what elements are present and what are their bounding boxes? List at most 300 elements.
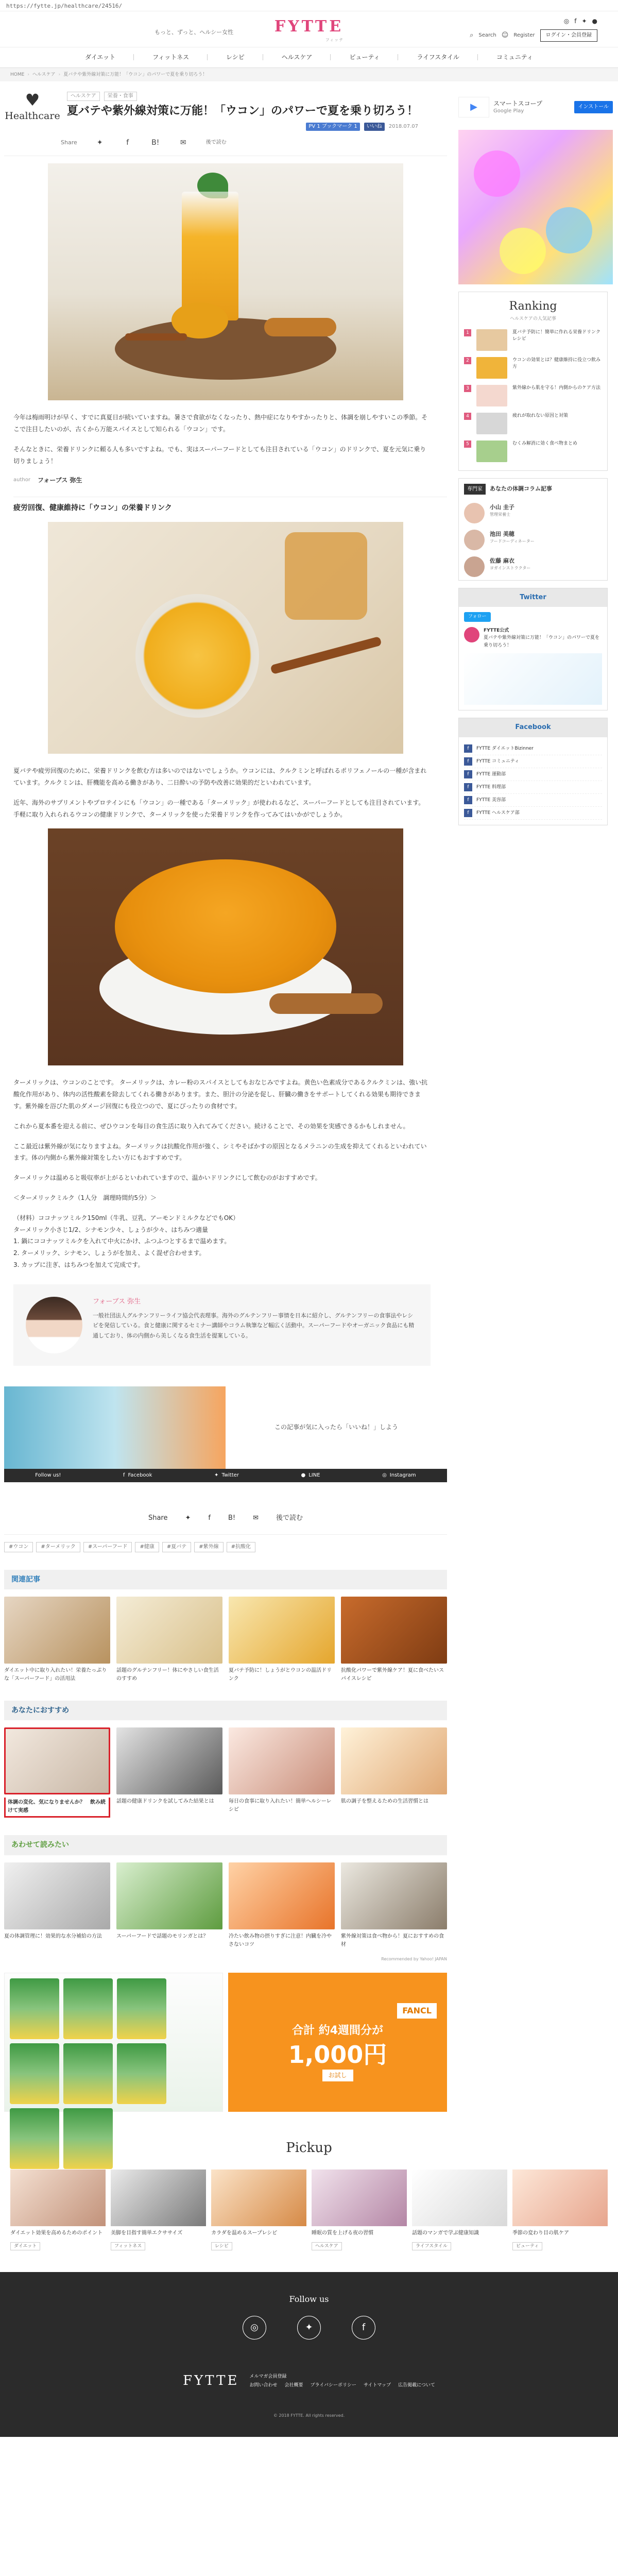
sidebar-ad[interactable] bbox=[458, 130, 613, 284]
ad-offer bbox=[228, 1973, 447, 2112]
profile-name[interactable]: フォーブス 弥生 bbox=[93, 1297, 141, 1306]
pickup-card[interactable] bbox=[10, 2170, 106, 2251]
pickup-card-tag[interactable]: ライフスタイル bbox=[412, 2242, 451, 2250]
golden-milk-image bbox=[48, 522, 403, 754]
profile-text bbox=[93, 1297, 418, 1353]
footer-row bbox=[0, 2370, 618, 2392]
pickup-card-tag[interactable]: レシピ bbox=[211, 2242, 232, 2250]
body-paragraph: ターメリックは、ウコンのことです。 ターメリックは、カレー粉のスパイスとしてもおなじみですよね。黄色い色素成分であるクルクミンは、強い抗酸化作用があり、体内の活性酸素を除去してくれる働きがあります。また、胆汁の分泌を促し、肝臓の働きをサポートしてくれる効果も期待できます。紫外線を浴びた肌のダメージ回復にも役立つので、夏にぴったりの食材です。 bbox=[13, 1079, 427, 1110]
pickup-card-title: 話題のマンガで学ぶ健康知識 bbox=[412, 2230, 479, 2236]
hero-image-turmeric-drink bbox=[48, 163, 403, 400]
also-read-card[interactable] bbox=[4, 1862, 110, 1949]
body-paragraph: ターメリックは温めると吸収率が上がるといわれていますので、温かいドリンクにして飲むのがおすすめです。 bbox=[13, 1174, 321, 1182]
specialist-text bbox=[490, 530, 535, 550]
footer-logo[interactable]: FYTTE bbox=[183, 2373, 239, 2389]
bookmark-share-icon[interactable]: B! bbox=[151, 139, 160, 147]
follow-label: Follow us! bbox=[35, 1472, 61, 1478]
turmeric-drink-glass bbox=[182, 192, 238, 320]
ranking-head bbox=[459, 292, 607, 326]
ad-product bbox=[10, 1978, 59, 2039]
pickup-card[interactable] bbox=[312, 2170, 407, 2251]
like-box-text[interactable]: この記事が気に入ったら「いいね！」しよう bbox=[274, 1423, 398, 1431]
footer-link-privacy[interactable]: プライバシーポリシー bbox=[310, 2383, 357, 2388]
site-logo[interactable] bbox=[274, 14, 344, 44]
card-title: 冷たい飲み物の摂りすぎに注意！内臓を冷やさないコツ bbox=[229, 1933, 332, 1947]
pickup-card-title: 睡眠の質を上げる夜の習慣 bbox=[312, 2230, 373, 2236]
twitter-icon: ✦ bbox=[214, 1472, 219, 1478]
instagram-icon: ◎ bbox=[382, 1472, 387, 1478]
footer-link-contact[interactable]: お問い合わせ bbox=[249, 2383, 278, 2388]
intro-paragraph: 今年は梅雨明けが早く、すでに真夏日が続いていますね。暑さで食欲がなくなったり、熱中症になりやすかったりと、体調を崩しやすいこの季節。そこで注目したいのが、古くから万能スパイスとして知られる「ウコン」です。 bbox=[13, 414, 428, 433]
twitter-icon[interactable]: ✦ bbox=[581, 18, 587, 25]
card-thumbnail bbox=[4, 1727, 110, 1794]
category-badge[interactable] bbox=[4, 92, 61, 133]
heart-icon: ♥ bbox=[25, 90, 40, 110]
body-paragraph: 近年、海外のサプリメントやプロテインにも「ウコン」の一種である「ターメリック」が使われるなど、スーパーフードとしても注目されています。手軽に取り入れられるウコンの健康ドリンクで、ターメリックを使った栄養ドリンクを作ってみてはいかがでしょうか。 bbox=[13, 799, 425, 818]
honey-jar bbox=[285, 532, 367, 620]
pickup-card[interactable] bbox=[111, 2170, 206, 2251]
card-thumbnail bbox=[116, 1597, 222, 1664]
card-thumbnail bbox=[341, 1862, 447, 1929]
rank-title: 夏バテ予防に！簡単に作れる栄養ドリンクレシピ bbox=[512, 329, 600, 342]
rank-thumbnail bbox=[476, 329, 507, 351]
specialist-text bbox=[490, 503, 514, 523]
also-read-card[interactable] bbox=[341, 1862, 447, 1949]
card-thumbnail bbox=[116, 1862, 222, 1929]
recipe-steps: （材料）ココナッツミルク150ml（牛乳、豆乳、アーモンドミルクなどでもOK） ターメリック小さじ1/2、シナモン少々、しょうが少々、はちみつ適量 1. 鍋にココナッツミルクを入れて中火にかけ、ふつふつとするまで温めます。 2. ターメリック、シナモン、しょうがを加え、よく混ぜ合わせます。 3. カップに注ぎ、はちみつを加えて完成です。 bbox=[13, 1214, 239, 1268]
pickup-card-tag[interactable]: ヘルスケア bbox=[312, 2242, 342, 2250]
app-banner-text bbox=[493, 100, 542, 115]
specialist-name: 佐藤 麻衣 bbox=[490, 557, 514, 564]
card-thumbnail bbox=[116, 1727, 222, 1794]
facebook-item[interactable] bbox=[464, 755, 602, 768]
site-tagline: もっと、ずっと、ヘルシー女性 bbox=[154, 29, 234, 36]
follow-facebook[interactable] bbox=[123, 1471, 152, 1480]
share-bar bbox=[4, 133, 447, 156]
browser-url[interactable]: https://fytte.jp/healthcare/24516/ bbox=[0, 0, 618, 11]
app-sub: Google Play bbox=[493, 108, 524, 114]
hashtag[interactable]: #抗酸化 bbox=[227, 1542, 255, 1552]
ranking-item[interactable] bbox=[459, 382, 607, 410]
facebook-widget bbox=[458, 718, 608, 825]
site-header bbox=[0, 11, 618, 47]
category-name: Healthcare bbox=[5, 110, 60, 122]
body-paragraph: ここ最近は紫外線が気になりますよね。ターメリックは抗酸化作用が強く、シミやそばかすの原因となるメラニンの生成を抑えてくれるといわれています。体の内側から紫外線対策をしたい方にもおすすめです。 bbox=[13, 1142, 427, 1162]
card-title: 夏の体調管理に！効果的な水分補給の方法 bbox=[4, 1933, 102, 1939]
profile-body: 一般社団法人グルテンフリーライフ協会代表理事。海外のグルテンフリー事情を日本に紹介し、グルテンフリーの食事法やレシピを発信している。食と健康に関するセミナー講師やコラム執筆など幅広く活動中。スーパーフードやオーガニック食品にも精通しており、体の内側から美しくなる食生活を提案している。 bbox=[93, 1312, 415, 1340]
specialist-name: 池田 美穂 bbox=[490, 530, 514, 537]
card-thumbnail bbox=[229, 1597, 335, 1664]
turmeric-powder bbox=[115, 859, 336, 993]
card-title: 肌の調子を整えるための生活習慣とは bbox=[341, 1799, 428, 1805]
author-profile bbox=[13, 1284, 431, 1366]
rank-thumbnail bbox=[476, 385, 507, 406]
recipe-heading: ＜ターメリックミルク（1人分 調理時間約5分）＞ bbox=[13, 1194, 157, 1201]
header-utilities bbox=[470, 16, 597, 42]
breadcrumb-category[interactable]: ヘルスケア bbox=[32, 72, 56, 77]
body-paragraph: これから夏本番を迎える前に、ぜひウコンを毎日の食生活に取り入れてみてください。続けることで、その効果を実感できるかもしれません。 bbox=[13, 1122, 409, 1130]
ad-product bbox=[63, 1978, 113, 2039]
hashtag[interactable]: #ターメリック bbox=[36, 1542, 80, 1552]
related-card[interactable] bbox=[4, 1597, 110, 1683]
pickup-thumbnail bbox=[211, 2170, 306, 2226]
twitter-widget bbox=[458, 588, 608, 710]
facebook-icon[interactable]: f bbox=[352, 2316, 375, 2340]
pickup-thumbnail bbox=[10, 2170, 106, 2226]
specialist-avatar bbox=[464, 530, 485, 550]
twitter-follow-button[interactable]: フォロー bbox=[464, 612, 491, 621]
bookmark-count[interactable]: PV 1 ブックマーク 1 bbox=[306, 123, 359, 131]
specialist-desc: 管理栄養士 bbox=[490, 512, 510, 517]
facebook-icon: f bbox=[464, 757, 472, 766]
install-button[interactable]: インストール bbox=[574, 101, 613, 113]
ad-product-grid bbox=[4, 1973, 223, 2112]
recommend-card[interactable] bbox=[341, 1727, 447, 1818]
card-thumbnail bbox=[4, 1862, 110, 1929]
ad-price: 1,000円 bbox=[288, 2041, 387, 2069]
ranking-item[interactable] bbox=[459, 326, 607, 354]
related-heading: 関連記事 bbox=[4, 1570, 447, 1589]
instagram-icon[interactable]: ◎ bbox=[563, 18, 570, 25]
header-sns bbox=[564, 16, 597, 26]
card-thumbnail bbox=[229, 1862, 335, 1929]
pickup-card-title: ダイエット効果を高めるためのポイント bbox=[10, 2230, 103, 2236]
card-title: 夏バテ予防に！しょうがとウコンの温活ドリンク bbox=[229, 1667, 332, 1682]
nav-item-healthcare[interactable]: ヘルスケア bbox=[263, 53, 331, 62]
recommend-card[interactable] bbox=[4, 1727, 110, 1818]
intro-paragraph-2: そんなときに、栄養ドリンクに頼る人も多いですよね。でも、実はスーパーフードとしても注目されている「ウコン」のドリンクで、夏を元気に乗り切りましょう！ bbox=[13, 445, 426, 465]
article-title: 夏バテや紫外線対策に万能！「ウコン」のパワーで夏を乗り切ろう！ bbox=[67, 105, 419, 117]
facebook-icon: f bbox=[123, 1472, 125, 1478]
ad-product bbox=[63, 2043, 113, 2104]
ad-decoration bbox=[546, 207, 592, 253]
pickup-card[interactable] bbox=[211, 2170, 306, 2251]
rank-title: ウコンの効果とは？健康維持に役立つ飲み方 bbox=[512, 357, 601, 370]
hashtag[interactable]: #スーパーフード bbox=[83, 1542, 132, 1552]
footer-link-sitemap[interactable]: サイトマップ bbox=[364, 2383, 391, 2388]
facebook-item-label: FYTTE ダイエットBizinner bbox=[476, 745, 534, 751]
specialist-text bbox=[490, 556, 530, 577]
article-header bbox=[4, 92, 447, 133]
pickup-card-tag[interactable]: フィットネス bbox=[111, 2242, 145, 2250]
pickup-thumbnail bbox=[412, 2170, 507, 2226]
card-title: 話題のグルテンフリー！体にやさしい食生活のすすめ bbox=[116, 1667, 219, 1682]
article-main bbox=[0, 81, 453, 2127]
ad-product bbox=[63, 2108, 113, 2169]
ad-headline: 合計 約4週間分が bbox=[292, 2024, 384, 2038]
like-button[interactable]: いいね bbox=[364, 123, 385, 131]
title-block bbox=[67, 92, 418, 133]
sidebar bbox=[453, 81, 618, 2127]
logo-text: FYTTE bbox=[274, 18, 344, 36]
facebook-icon[interactable]: f bbox=[574, 18, 577, 25]
instagram-icon[interactable]: ◎ bbox=[243, 2316, 266, 2340]
app-title: スマートスコープ bbox=[493, 99, 543, 107]
pickup-card-title: 美脚を目指す簡単エクササイズ bbox=[111, 2230, 183, 2236]
rank-number: 3 bbox=[464, 385, 471, 392]
card-title: 抗酸化パワーで紫外線ケア！夏に食べたいスパイスレシピ bbox=[341, 1667, 444, 1682]
article-hashtags bbox=[4, 1535, 447, 1560]
rank-number: 2 bbox=[464, 357, 471, 364]
ad-product bbox=[117, 1978, 166, 2039]
pickup-cards bbox=[0, 2170, 618, 2272]
share-bar-bottom bbox=[4, 1482, 447, 1535]
specialist-head bbox=[459, 479, 607, 500]
ad-decoration bbox=[500, 228, 546, 274]
footer-sns bbox=[0, 2316, 618, 2340]
breadcrumb bbox=[0, 68, 618, 81]
wooden-spoon bbox=[269, 993, 383, 1014]
line-share-icon[interactable]: ✉ bbox=[180, 139, 186, 147]
hashtag[interactable]: #ウコン bbox=[4, 1542, 33, 1552]
register-label[interactable]: Register bbox=[513, 32, 535, 39]
specialist-avatar bbox=[464, 503, 485, 523]
ad-product bbox=[10, 2108, 59, 2169]
specialist-avatar bbox=[464, 556, 485, 577]
facebook-icon: f bbox=[464, 744, 472, 753]
turmeric-root bbox=[264, 318, 336, 336]
also-read-cards bbox=[4, 1855, 447, 1956]
facebook-item[interactable] bbox=[464, 768, 602, 781]
ranking-box bbox=[458, 292, 608, 471]
specialist-item[interactable] bbox=[459, 553, 607, 580]
specialist-box bbox=[458, 478, 608, 581]
hashtag[interactable]: #夏バテ bbox=[162, 1542, 191, 1552]
card-thumbnail bbox=[341, 1597, 447, 1664]
hashtag[interactable]: #紫外線 bbox=[194, 1542, 223, 1552]
footer-link-company[interactable]: 会社概要 bbox=[284, 2383, 303, 2388]
logo-sub: フィッテ bbox=[325, 38, 344, 43]
cinnamon-stick bbox=[125, 333, 187, 341]
card-thumbnail bbox=[341, 1727, 447, 1794]
ad-brand: FANCL bbox=[397, 2003, 437, 2019]
share-label: Share bbox=[61, 139, 77, 146]
turmeric-powder-image bbox=[48, 828, 403, 1065]
facebook-item-label: FYTTE 運動部 bbox=[476, 771, 506, 777]
follow-instagram[interactable] bbox=[382, 1471, 416, 1480]
like-box-image bbox=[4, 1386, 226, 1469]
author-avatar bbox=[26, 1297, 82, 1353]
card-thumbnail bbox=[4, 1597, 110, 1664]
pickup-thumbnail bbox=[312, 2170, 407, 2226]
rank-number: 1 bbox=[464, 329, 471, 336]
pickup-card[interactable] bbox=[412, 2170, 507, 2251]
pickup-thumbnail bbox=[111, 2170, 206, 2226]
site-footer bbox=[0, 2272, 618, 2437]
pickup-title: Pickup bbox=[286, 2140, 332, 2156]
tweet-avatar bbox=[464, 627, 479, 642]
specialist-title: あなたの体調コラム記事 bbox=[490, 485, 552, 493]
breadcrumb-current: 夏バテや紫外線対策に万能！「ウコン」のパワーで夏を乗り切ろう！ bbox=[63, 72, 208, 77]
specialist-badge: 専門家 bbox=[464, 484, 486, 495]
line-icon[interactable]: ● bbox=[592, 18, 597, 25]
facebook-heading: Facebook bbox=[459, 718, 607, 737]
rank-thumbnail bbox=[476, 440, 507, 462]
related-cards bbox=[4, 1589, 447, 1690]
twitter-icon[interactable]: ✦ bbox=[297, 2316, 321, 2340]
author-line bbox=[13, 476, 447, 485]
rank-number: 4 bbox=[464, 413, 471, 420]
card-title: 毎日の食事に取り入れたい！簡単ヘルシーレシピ bbox=[229, 1799, 332, 1813]
rank-title: 疲れが取れない原因と対策 bbox=[512, 413, 569, 418]
recommend-card[interactable] bbox=[229, 1727, 335, 1818]
search-icon[interactable]: ⌕ bbox=[470, 31, 474, 39]
specialist-item[interactable] bbox=[459, 527, 607, 553]
card-title: 話題の健康ドリンクを試してみた結果とは bbox=[116, 1799, 214, 1805]
also-read-card[interactable] bbox=[116, 1862, 222, 1949]
article-tag[interactable]: ヘルスケア bbox=[67, 92, 100, 101]
article-tag[interactable]: 栄養・食事 bbox=[104, 92, 137, 101]
search-label[interactable]: Search bbox=[478, 32, 496, 39]
twitter-share-icon[interactable]: ✦ bbox=[96, 139, 103, 147]
tweet-image bbox=[464, 653, 602, 705]
facebook-item[interactable] bbox=[464, 794, 602, 807]
facebook-icon: f bbox=[464, 783, 472, 791]
recommend-cards bbox=[4, 1720, 447, 1825]
nav-item-community[interactable]: コミュニティ bbox=[496, 53, 533, 61]
facebook-item[interactable] bbox=[464, 742, 602, 755]
ranking-item[interactable] bbox=[459, 410, 607, 437]
pickup-card[interactable] bbox=[512, 2170, 608, 2251]
share-label: Share bbox=[148, 1514, 168, 1522]
ranking-sub: ヘルスケアの人気記事 bbox=[510, 316, 556, 322]
pickup-card-tag[interactable]: ダイエット bbox=[10, 2242, 40, 2250]
footer-link-row bbox=[249, 2372, 435, 2381]
facebook-icon: f bbox=[464, 770, 472, 778]
ad-tag: お試し bbox=[322, 2070, 353, 2081]
rank-title: 紫外線から肌を守る！内側からのケア方法 bbox=[512, 385, 601, 391]
also-read-card[interactable] bbox=[229, 1862, 335, 1949]
facebook-item[interactable] bbox=[464, 807, 602, 820]
follow-facebook-label: Facebook bbox=[128, 1472, 152, 1478]
bookmark-share-icon[interactable]: B! bbox=[228, 1514, 236, 1522]
footer-follow-us: Follow us bbox=[289, 2294, 329, 2304]
copyright: © 2018 FYTTE. All rights reserved. bbox=[273, 2413, 345, 2418]
nav-item-fitness[interactable]: フィットネス bbox=[134, 53, 208, 62]
rank-number: 5 bbox=[464, 440, 471, 448]
related-card[interactable] bbox=[229, 1597, 335, 1683]
ad-decoration bbox=[474, 150, 520, 197]
tweet-handle: FYTTE公式 bbox=[484, 628, 509, 633]
facebook-list bbox=[459, 737, 607, 825]
related-card[interactable] bbox=[116, 1597, 222, 1683]
line-icon: ● bbox=[301, 1472, 306, 1478]
app-logo-icon: ▶ bbox=[458, 97, 489, 117]
body-paragraph: 夏バテや疲労回復のために、栄養ドリンクを飲む方は多いのではないでしょうか。ウコンには、クルクミンと呼ばれるポリフェノールの一種が含まれています。クルクミンは、肝機能を高める働きがあり、二日酔いの予防や改善に効果的だといわれています。 bbox=[13, 767, 427, 786]
specialist-item[interactable] bbox=[459, 500, 607, 527]
nav-item-beauty[interactable]: ビューティ bbox=[331, 53, 398, 62]
publish-date: 2018.07.07 bbox=[388, 123, 419, 129]
twitter-share-icon[interactable]: ✦ bbox=[185, 1514, 191, 1522]
tweet-text: 夏バテや紫外線対策に万能！「ウコン」のパワーで夏を乗り切ろう！ bbox=[484, 635, 600, 648]
nav-item-lifestyle[interactable]: ライフスタイル bbox=[398, 53, 478, 62]
ranking-item[interactable] bbox=[459, 354, 607, 382]
line-share-icon[interactable]: ✉ bbox=[253, 1514, 259, 1522]
ranking-item[interactable] bbox=[459, 437, 607, 465]
card-title: 紫外線対策は食べ物から！夏におすすめの食材 bbox=[341, 1933, 444, 1947]
tweet-body bbox=[484, 627, 602, 649]
footer-link-row bbox=[249, 2381, 435, 2390]
follow-twitter-label: Twitter bbox=[221, 1472, 239, 1478]
pickup-card-tag[interactable]: ビューティ bbox=[512, 2242, 542, 2250]
author-name[interactable]: フォーブス 弥生 bbox=[37, 476, 82, 484]
golden-milk-cup bbox=[135, 594, 259, 718]
card-title: スーパーフードで話題のモリンガとは？ bbox=[116, 1933, 209, 1939]
follow-line[interactable] bbox=[301, 1471, 320, 1480]
hashtag[interactable]: #健康 bbox=[135, 1542, 159, 1552]
card-title: ダイエット中に取り入れたい！栄養たっぷりな「スーパーフード」の活用法 bbox=[4, 1667, 107, 1682]
app-banner[interactable] bbox=[458, 92, 613, 123]
facebook-item[interactable] bbox=[464, 781, 602, 794]
ad-product bbox=[10, 2043, 59, 2104]
cinnamon-stick bbox=[270, 636, 382, 674]
footer-links bbox=[249, 2372, 435, 2390]
recommend-heading: あなたにおすすめ bbox=[4, 1701, 447, 1720]
follow-line-label: LINE bbox=[308, 1472, 320, 1478]
main-nav bbox=[0, 47, 618, 68]
read-later-button[interactable]: 後で読む bbox=[205, 140, 227, 146]
pickup-card-title: カラダを温めるスープレシピ bbox=[211, 2230, 278, 2236]
twitter-heading: Twitter bbox=[459, 588, 607, 607]
read-later-button[interactable]: 後で読む bbox=[276, 1514, 303, 1522]
footer-link-ads[interactable]: 広告掲載について bbox=[398, 2383, 435, 2388]
login-button[interactable]: ログイン・会員登録 bbox=[540, 29, 598, 42]
facebook-item-label: FYTTE 料理部 bbox=[476, 784, 506, 790]
ranking-title: Ranking bbox=[509, 300, 557, 313]
card-title: 体調の変化、気になりませんか？ 飲み続けて実感 bbox=[4, 1798, 110, 1818]
twitter-timeline bbox=[459, 607, 607, 710]
section-heading: 疲労回復、健康維持に「ウコン」の栄養ドリンク bbox=[13, 497, 447, 514]
facebook-share-icon[interactable]: f bbox=[208, 1514, 211, 1522]
rank-thumbnail bbox=[476, 413, 507, 434]
nav-item-recipe[interactable]: レシピ bbox=[208, 53, 263, 62]
follow-instagram-label: Instagram bbox=[389, 1472, 416, 1478]
breadcrumb-separator: › bbox=[58, 72, 61, 77]
facebook-icon: f bbox=[464, 809, 472, 817]
header-actions bbox=[470, 29, 597, 42]
ad-product bbox=[117, 2043, 166, 2104]
content-wrapper bbox=[0, 81, 618, 2127]
specialist-desc: ヨガインストラクター bbox=[490, 566, 531, 571]
recommend-card[interactable] bbox=[116, 1727, 222, 1818]
specialist-name: 小山 圭子 bbox=[490, 503, 514, 511]
follow-twitter[interactable] bbox=[214, 1471, 239, 1480]
card-thumbnail bbox=[229, 1727, 335, 1794]
tweet[interactable] bbox=[464, 627, 602, 649]
author-key: author bbox=[13, 477, 30, 483]
like-box bbox=[4, 1386, 447, 1469]
related-card[interactable] bbox=[341, 1597, 447, 1683]
article-tags bbox=[67, 92, 418, 101]
user-icon[interactable]: ☺ bbox=[501, 31, 509, 39]
facebook-item-label: FYTTE 美容部 bbox=[476, 797, 506, 803]
rank-thumbnail bbox=[476, 357, 507, 379]
ad-banner[interactable] bbox=[4, 1973, 447, 2112]
footer-link-newsletter[interactable]: メルマガ会員登録 bbox=[249, 2374, 287, 2380]
article-meta bbox=[67, 123, 418, 131]
breadcrumb-separator: › bbox=[27, 72, 29, 77]
nav-item-diet[interactable]: ダイエット bbox=[66, 53, 134, 62]
pickup-thumbnail bbox=[512, 2170, 608, 2226]
facebook-icon: f bbox=[464, 796, 472, 804]
pickup-card-title: 季節の変わり目の肌ケア bbox=[512, 2230, 569, 2236]
facebook-share-icon[interactable]: f bbox=[126, 139, 129, 147]
follow-bar bbox=[4, 1469, 447, 1482]
also-read-heading: あわせて読みたい bbox=[4, 1835, 447, 1855]
facebook-item-label: FYTTE コミュニティ bbox=[476, 758, 520, 764]
specialist-desc: フードコーディネーター bbox=[490, 539, 535, 544]
breadcrumb-home[interactable]: HOME bbox=[10, 72, 25, 77]
